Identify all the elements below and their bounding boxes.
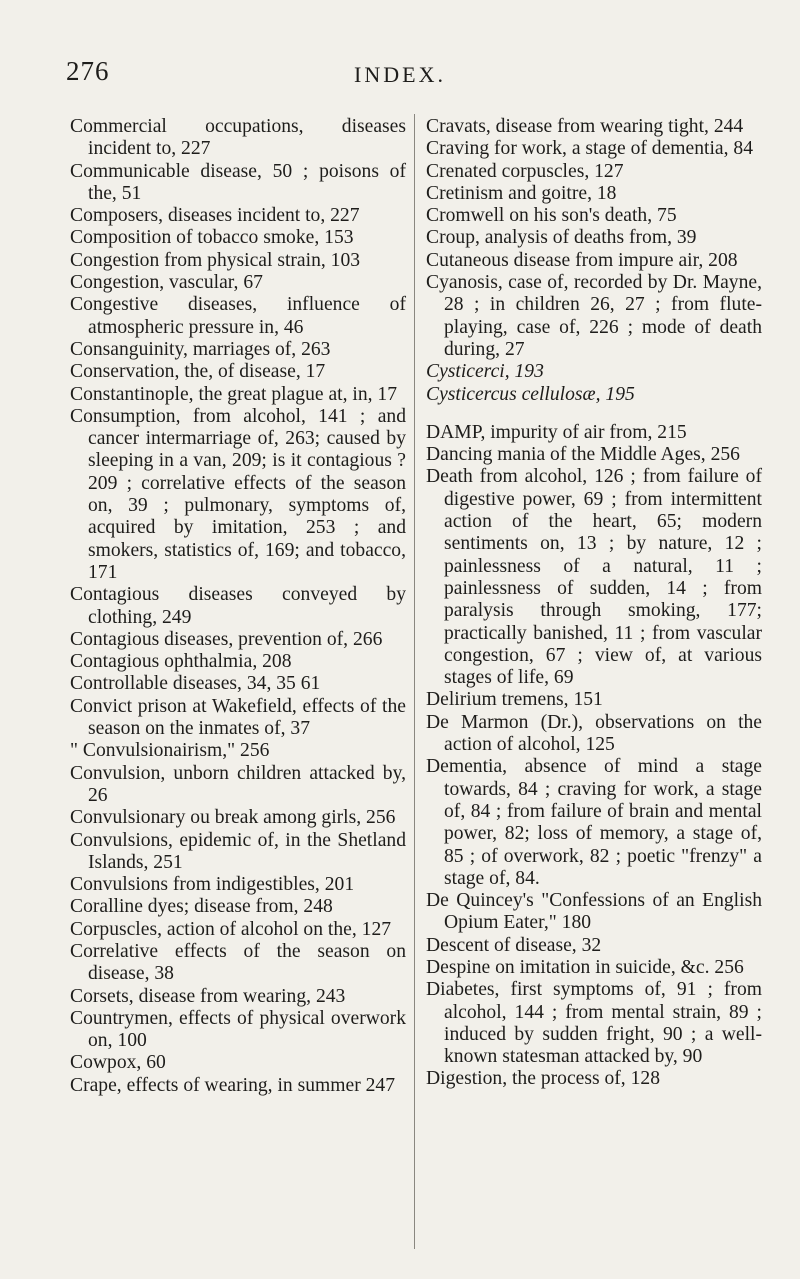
index-entry: Cravats, disease from wearing tight, 244 (426, 116, 744, 137)
page-header (0, 56, 800, 96)
index-entry: Corsets, disease from wearing, 243 (70, 985, 346, 1007)
index-entry: Congestion, vascular, 67 (70, 272, 263, 294)
index-entry: Composition of tobacco smoke, 153 (70, 227, 354, 249)
index-entry: " Convulsionairism," 256 (70, 740, 270, 762)
index-entry: DAMP, impurity of air from, 215 (426, 421, 687, 443)
index-entry: Digestion, the process of, 128 (426, 1068, 660, 1090)
index-entry: Crape, effects of wearing, in summer 247 (70, 1074, 396, 1096)
index-entry: Delirium tremens, 151 (426, 689, 603, 711)
index-entry: Conservation, the, of disease, 17 (70, 361, 326, 383)
index-entry: Coralline dyes; disease from, 248 (70, 896, 333, 918)
index-entry: Dementia, absence of mind a stage towards, 84 ; craving for work, a stage of, 84 ; from failure of brain and mental power, 82; loss of memory, a stage of, 85 ; of overwork, 82 ; poetic "frenzy" a stage of, 84. (426, 756, 762, 889)
index-entry: Contagious diseases, prevention of, 266 (70, 628, 383, 650)
index-entry: Cowpox, 60 (70, 1052, 166, 1074)
index-entry: De Quincey's "Confessions of an English Opium Eater," 180 (426, 890, 762, 934)
index-entry: Convulsionary ou break among girls, 256 (70, 807, 396, 829)
index-column-right (426, 116, 762, 1091)
index-entry: Death from alcohol, 126 ; from failure of digestive power, 69 ; from intermittent action of the heart, 65; modern sentiments on, 13 ; by nature, 12 ; painlessness of a natural, 11 ; painlessness of sudden, 14 ; from paralysis through smoking, 177; practically banished, 11 ; from vascular congestion, 67 ; view of, at various stages of life, 69 (426, 466, 762, 689)
index-entry: Cutaneous disease from impure air, 208 (426, 249, 738, 271)
page-number: 276 (66, 56, 110, 86)
index-entry: Convulsions from indigestibles, 201 (70, 874, 355, 896)
index-entry: Consumption, from alcohol, 141 ; and cancer intermarriage of, 263; caused by sleeping in a van, 209; is it contagious ? 209 ; correlative effects of the season on, 39 ; pulmonary, symptoms of, acquired by imitation, 253 ; and smokers, statistics of, 169; and tobacco, 171 (70, 405, 406, 583)
column-divider (414, 114, 415, 1249)
index-entry: Convict prison at Wakefield, effects of the season on the inmates of, 37 (70, 695, 406, 740)
index-entry: Corpuscles, action of alcohol on the, 127 (70, 918, 392, 940)
index-entry: Descent of disease, 32 (426, 934, 602, 956)
index-entry: Crenated corpuscles, 127 (426, 160, 624, 182)
index-entry: Diabetes, first symptoms of, 91 ; from alcohol, 144 ; from mental strain, 89 ; induced by sudden fright, 90 ; a well-known statesman attacked by, 90 (426, 979, 762, 1068)
index-entry: Congestion from physical strain, 103 (70, 249, 361, 271)
index-entry: Constantinople, the great plague at, in, 17 (70, 383, 398, 405)
letter-section-gap (426, 406, 762, 422)
index-entry: Craving for work, a stage of dementia, 84 (426, 138, 754, 160)
index-entry: Communicable disease, 50 ; poisons of the, 51 (70, 160, 406, 204)
index-entry: Countrymen, effects of physical overwork on, 100 (70, 1007, 406, 1052)
index-entry: Cyanosis, case of, recorded by Dr. Mayne, 28 ; in children 26, 27 ; from flute-playing, case of, 226 ; mode of death during, 27 (426, 272, 762, 360)
index-entry: Consanguinity, marriages of, 263 (70, 338, 331, 360)
index-entry: Controllable diseases, 34, 35 61 (70, 673, 321, 695)
page-title: INDEX. (354, 62, 446, 87)
index-entry: Dancing mania of the Middle Ages, 256 (426, 444, 740, 466)
index-entry: De Marmon (Dr.), observations on the action of alcohol, 125 (426, 711, 762, 756)
index-entry: Contagious ophthalmia, 208 (70, 651, 292, 673)
index-entry: Congestive diseases, influence of atmospheric pressure in, 46 (70, 294, 406, 338)
index-entry: Contagious diseases conveyed by clothing, 249 (70, 584, 406, 628)
index-entry: Convulsion, unborn children attacked by, 26 (70, 762, 406, 806)
index-entry: Cromwell on his son's death, 75 (426, 205, 677, 227)
index-entry: Cysticercus cellulosæ, 195 (426, 383, 635, 405)
index-entry: Composers, diseases incident to, 227 (70, 205, 360, 227)
index-entry: Cysticerci, 193 (426, 361, 544, 383)
index-entry: Commercial occupations, diseases incident to, 227 (70, 116, 406, 160)
index-entry: Croup, analysis of deaths from, 39 (426, 227, 697, 249)
index-entry: Despine on imitation in suicide, &c. 256 (426, 956, 744, 978)
index-column-left (70, 116, 406, 1097)
index-entry: Convulsions, epidemic of, in the Shetland Islands, 251 (70, 829, 406, 873)
index-entry: Correlative effects of the season on disease, 38 (70, 940, 406, 985)
index-entry: Cretinism and goitre, 18 (426, 182, 617, 204)
